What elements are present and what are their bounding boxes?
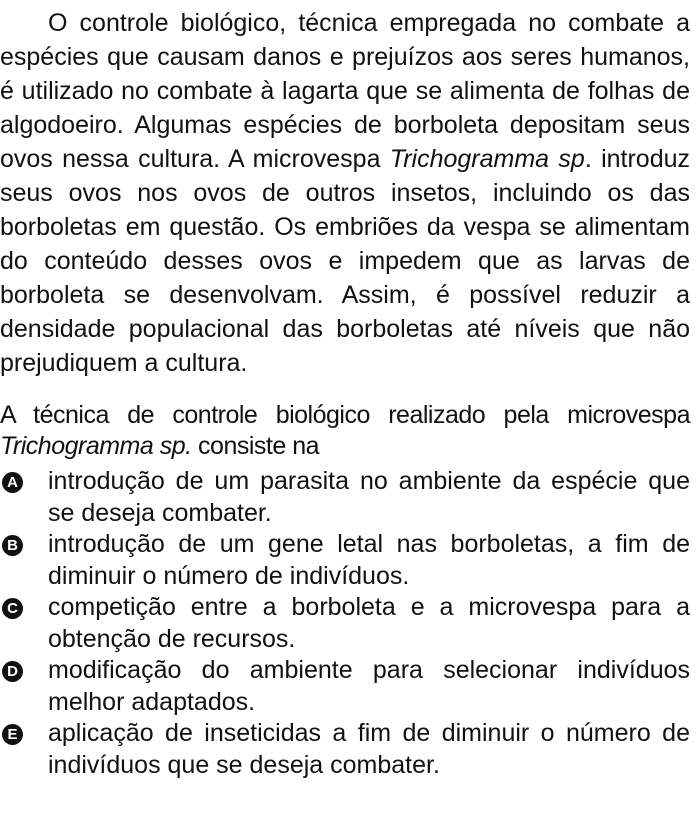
option-d-text: modificação do ambiente para selecionar indivíduos melhor adaptados. — [48, 656, 690, 716]
option-e-letter-icon: E — [2, 724, 23, 745]
question-species-name: Trichogramma sp. — [0, 432, 192, 460]
question-stem — [0, 400, 690, 462]
species-name: Trichogramma sp — [389, 145, 585, 173]
option-c[interactable] — [0, 592, 690, 655]
option-a-text: introdução de um parasita no ambiente da espécie que se deseja combater. — [48, 467, 690, 527]
passage-text — [0, 6, 690, 380]
question-part-2: consiste na — [191, 432, 320, 460]
option-b-letter-icon: B — [2, 535, 23, 556]
option-c-text: competição entre a borboleta e a microvespa para a obtenção de recursos. — [48, 593, 690, 653]
option-d[interactable] — [0, 655, 690, 718]
option-e[interactable] — [0, 718, 690, 781]
passage-part-2: . introduz seus ovos nos ovos de outros insetos, incluindo os das borboletas em questão. Os embriões da vespa se alimentam do conteúdo desses ovos e impedem que as larvas de borboleta se desenvolvam. Assim, é possível reduzir a densidade populacional das borboletas até níveis que não prejudiquem a cultura. — [0, 145, 691, 377]
question-part-1: A técnica de controle biológico realizado pela microvespa — [0, 401, 690, 429]
option-e-text: aplicação de inseticidas a fim de diminuir o número de indivíduos que se deseja combater. — [48, 719, 690, 779]
option-b-text: introdução de um gene letal nas borboletas, a fim de diminuir o número de indivíduos. — [48, 530, 690, 590]
passage-part-1: O controle biológico, técnica empregada no combate a espécies que causam danos e prejuízos aos seres humanos, é utilizado no combate à lagarta que se alimenta de folhas de algodoeiro. Algumas espécies de borboleta depositam seus ovos nessa cultura. A microvespa — [0, 9, 690, 173]
option-c-letter-icon: C — [2, 598, 23, 619]
option-d-letter-icon: D — [2, 661, 23, 682]
option-b[interactable] — [0, 529, 690, 592]
option-a[interactable] — [0, 466, 690, 529]
option-a-letter-icon: A — [2, 472, 23, 493]
answer-options — [0, 466, 690, 781]
